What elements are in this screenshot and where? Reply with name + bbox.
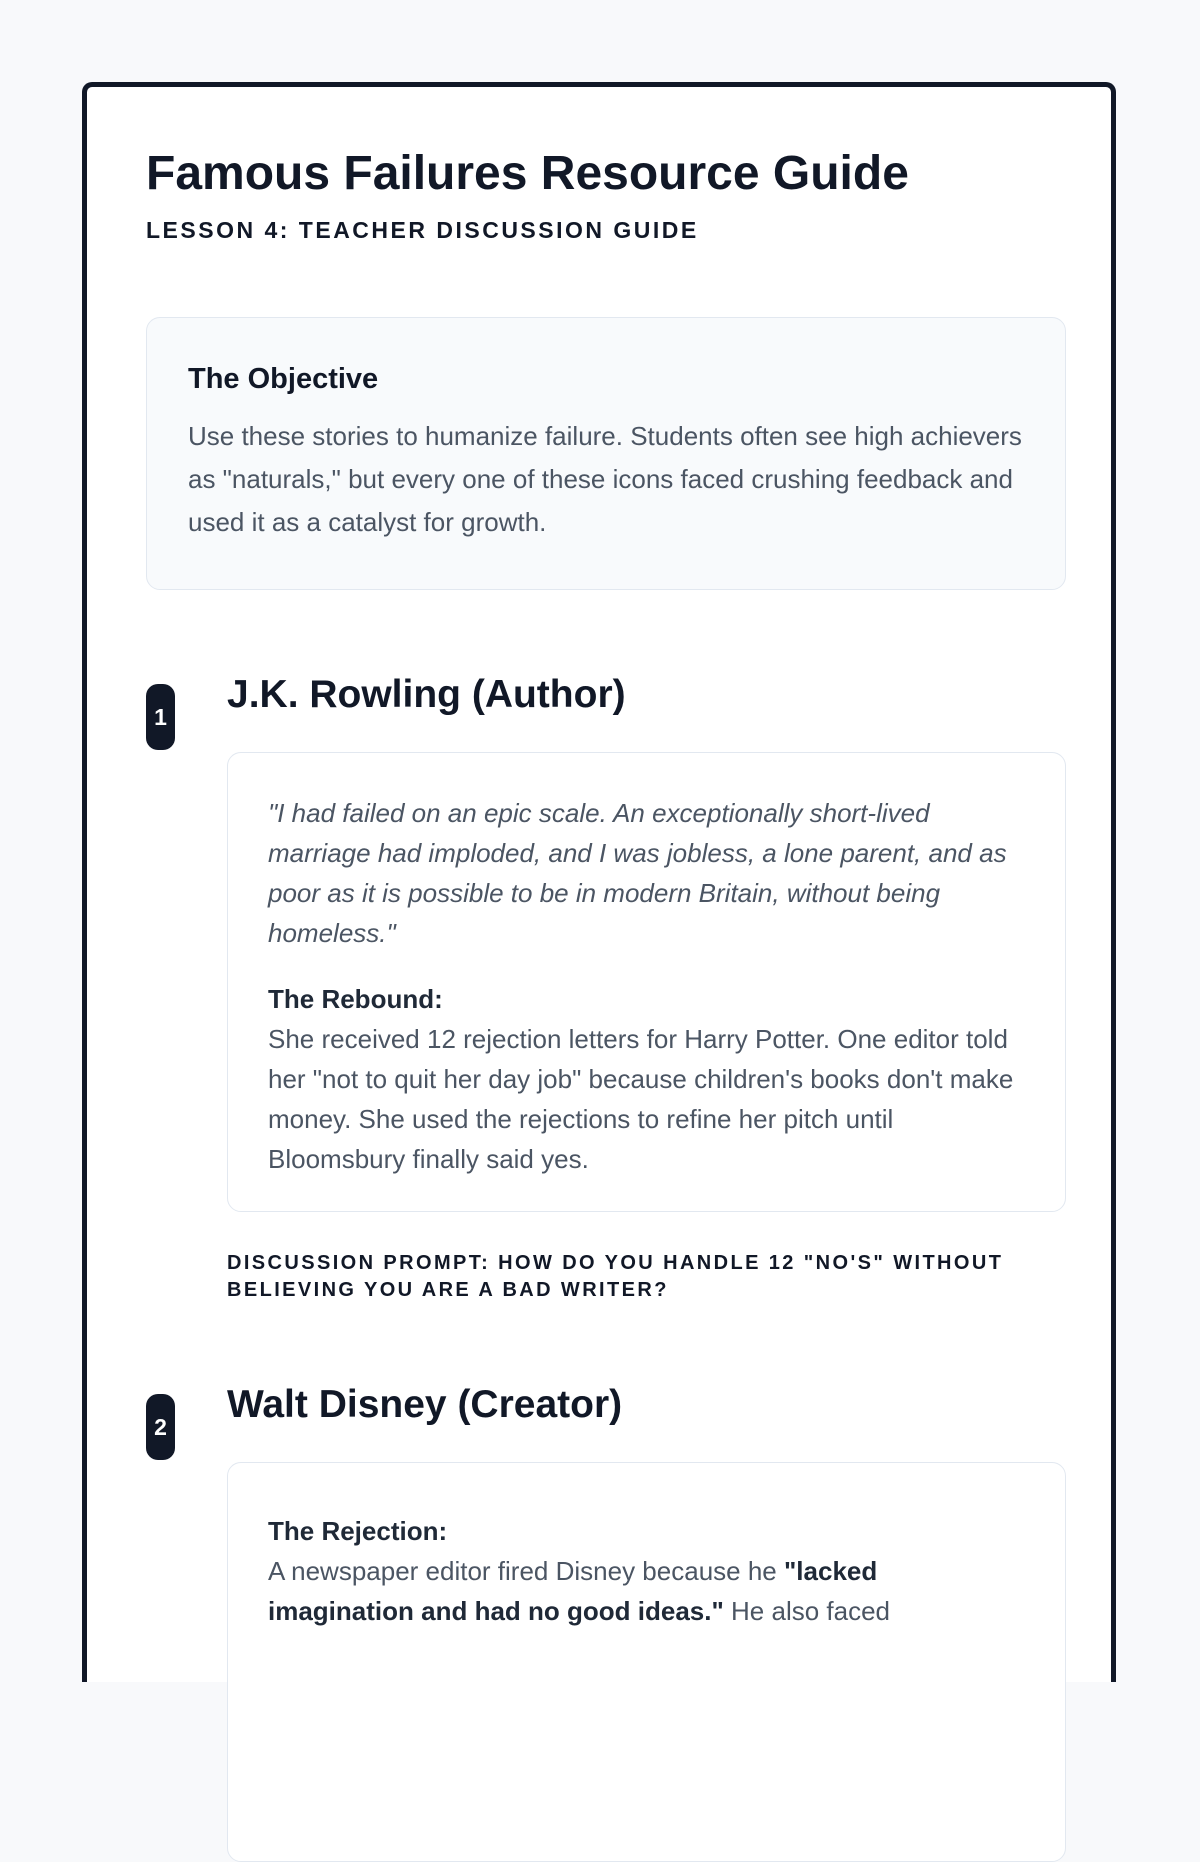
story-text-emphasis: "lacked imagination and had no good ideas.": [268, 1556, 878, 1626]
story-text: [268, 1551, 1025, 1631]
story-label: The Rebound:: [268, 984, 443, 1014]
page-title: Famous Failures Resource Guide: [146, 147, 909, 200]
section-title: J.K. Rowling (Author): [227, 673, 626, 716]
story-quote: "I had failed on an epic scale. An exceptionally short-lived marriage had imploded, and I was jobless, a lone parent, and as poor as it is possible to be in modern Britain, without being homeless.": [268, 798, 1007, 948]
section-number-badge: 2: [146, 1394, 175, 1460]
story-card: [227, 1462, 1066, 1862]
story-card: [227, 752, 1066, 1212]
story-text-start: A newspaper editor fired Disney because he: [268, 1556, 784, 1586]
section-title: Walt Disney (Creator): [227, 1383, 623, 1426]
page-subtitle: LESSON 4: TEACHER DISCUSSION GUIDE: [146, 217, 699, 243]
story-label: The Rejection:: [268, 1516, 448, 1546]
objective-box: [146, 317, 1066, 590]
discussion-prompt: DISCUSSION PROMPT: HOW DO YOU HANDLE 12 "NO'S" WITHOUT BELIEVING YOU ARE A BAD WRITER?: [227, 1252, 1004, 1301]
section-number-badge: 1: [146, 684, 175, 750]
objective-text: Use these stories to humanize failure. Students often see high achievers as "naturals," but every one of these icons faced crushing feedback and used it as a catalyst for growth.: [188, 420, 1022, 537]
objective-heading: The Objective: [188, 363, 379, 395]
story-text-end: He also faced: [723, 1596, 891, 1626]
story-text: She received 12 rejection letters for Harry Potter. One editor told her "not to quit her day job" because children's books don't make money. She used the rejections to refine her pitch until Bloomsbury finally said yes.: [268, 1024, 1014, 1174]
guide-card: [82, 82, 1116, 1682]
